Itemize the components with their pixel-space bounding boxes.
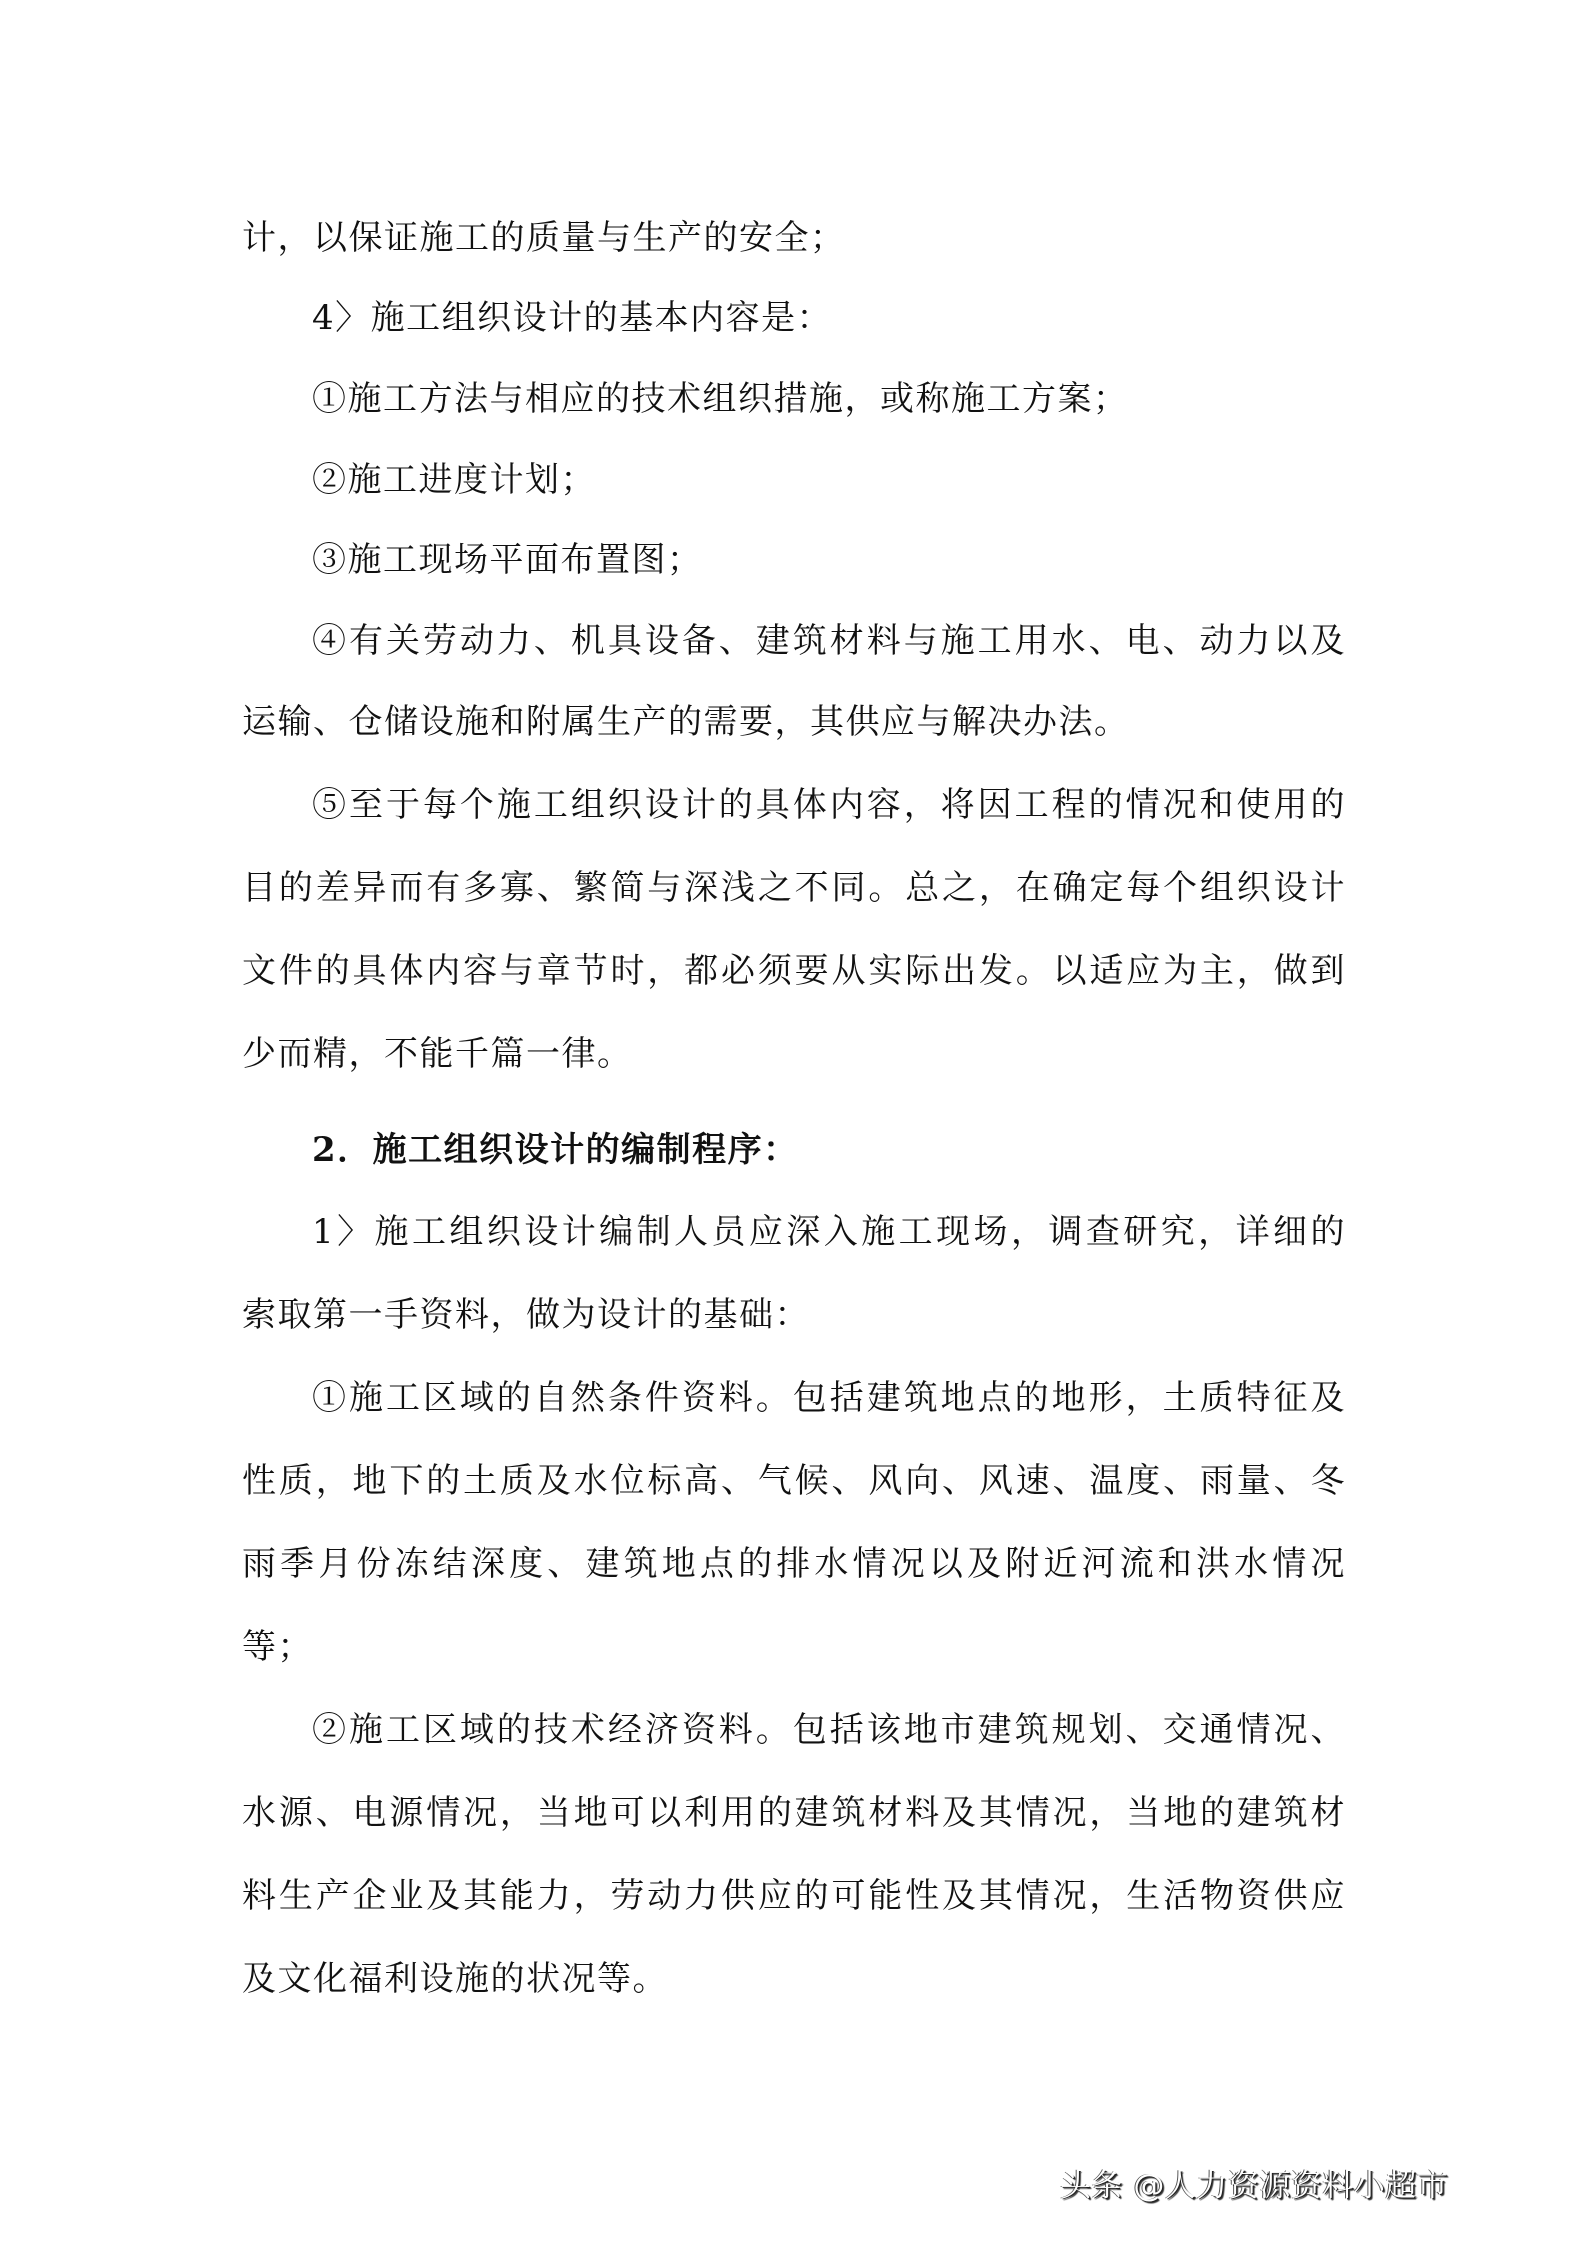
section-heading: 2．施工组织设计的编制程序： [312, 1130, 799, 1170]
list-item-line: 性质，地下的土质及水位标高、气候、风向、风速、温度、雨量、冬 [242, 1461, 1346, 1501]
list-item-line: ①施工区域的自然条件资料。包括建筑地点的地形，土质特征及 [312, 1378, 1346, 1418]
list-item-line: ③施工现场平面布置图； [312, 540, 703, 580]
list-item-line: 运输、仓储设施和附属生产的需要，其供应与解决办法。 [242, 702, 1130, 742]
list-item-line: 文件的具体内容与章节时，都必须要从实际出发。以适应为主，做到 [242, 951, 1346, 991]
list-item-line: 料生产企业及其能力，劳动力供应的可能性及其情况，生活物资供应 [242, 1876, 1346, 1916]
paragraph-line: 4〉施工组织设计的基本内容是： [312, 298, 833, 338]
list-item-line: 及文化福利设施的状况等。 [242, 1959, 668, 1999]
paragraph-line: 计，以保证施工的质量与生产的安全； [242, 218, 846, 258]
list-item-line: 少而精，不能千篇一律。 [242, 1034, 633, 1074]
list-item-line: 水源、电源情况，当地可以利用的建筑材料及其情况，当地的建筑材 [242, 1793, 1346, 1833]
paragraph-line: 1〉施工组织设计编制人员应深入施工现场，调查研究，详细的 [312, 1212, 1346, 1252]
list-item-line: ⑤至于每个施工组织设计的具体内容，将因工程的情况和使用的 [312, 785, 1346, 825]
list-item-line: ①施工方法与相应的技术组织措施，或称施工方案； [312, 379, 1129, 419]
list-item-line: ②施工区域的技术经济资料。包括该地市建筑规划、交通情况、 [312, 1710, 1346, 1750]
watermark: 头条 @人力资源资料小超市 [1060, 2168, 1449, 2204]
list-item-line: 目的差异而有多寡、繁简与深浅之不同。总之，在确定每个组织设计 [242, 868, 1346, 908]
list-item-line: 雨季月份冻结深度、建筑地点的排水情况以及附近河流和洪水情况 [242, 1544, 1346, 1584]
list-item-line: ②施工进度计划； [312, 460, 596, 500]
list-item-line: ④有关劳动力、机具设备、建筑材料与施工用水、电、动力以及 [312, 621, 1346, 661]
paragraph-line: 索取第一手资料，做为设计的基础： [242, 1295, 810, 1335]
list-item-line: 等； [242, 1627, 313, 1667]
